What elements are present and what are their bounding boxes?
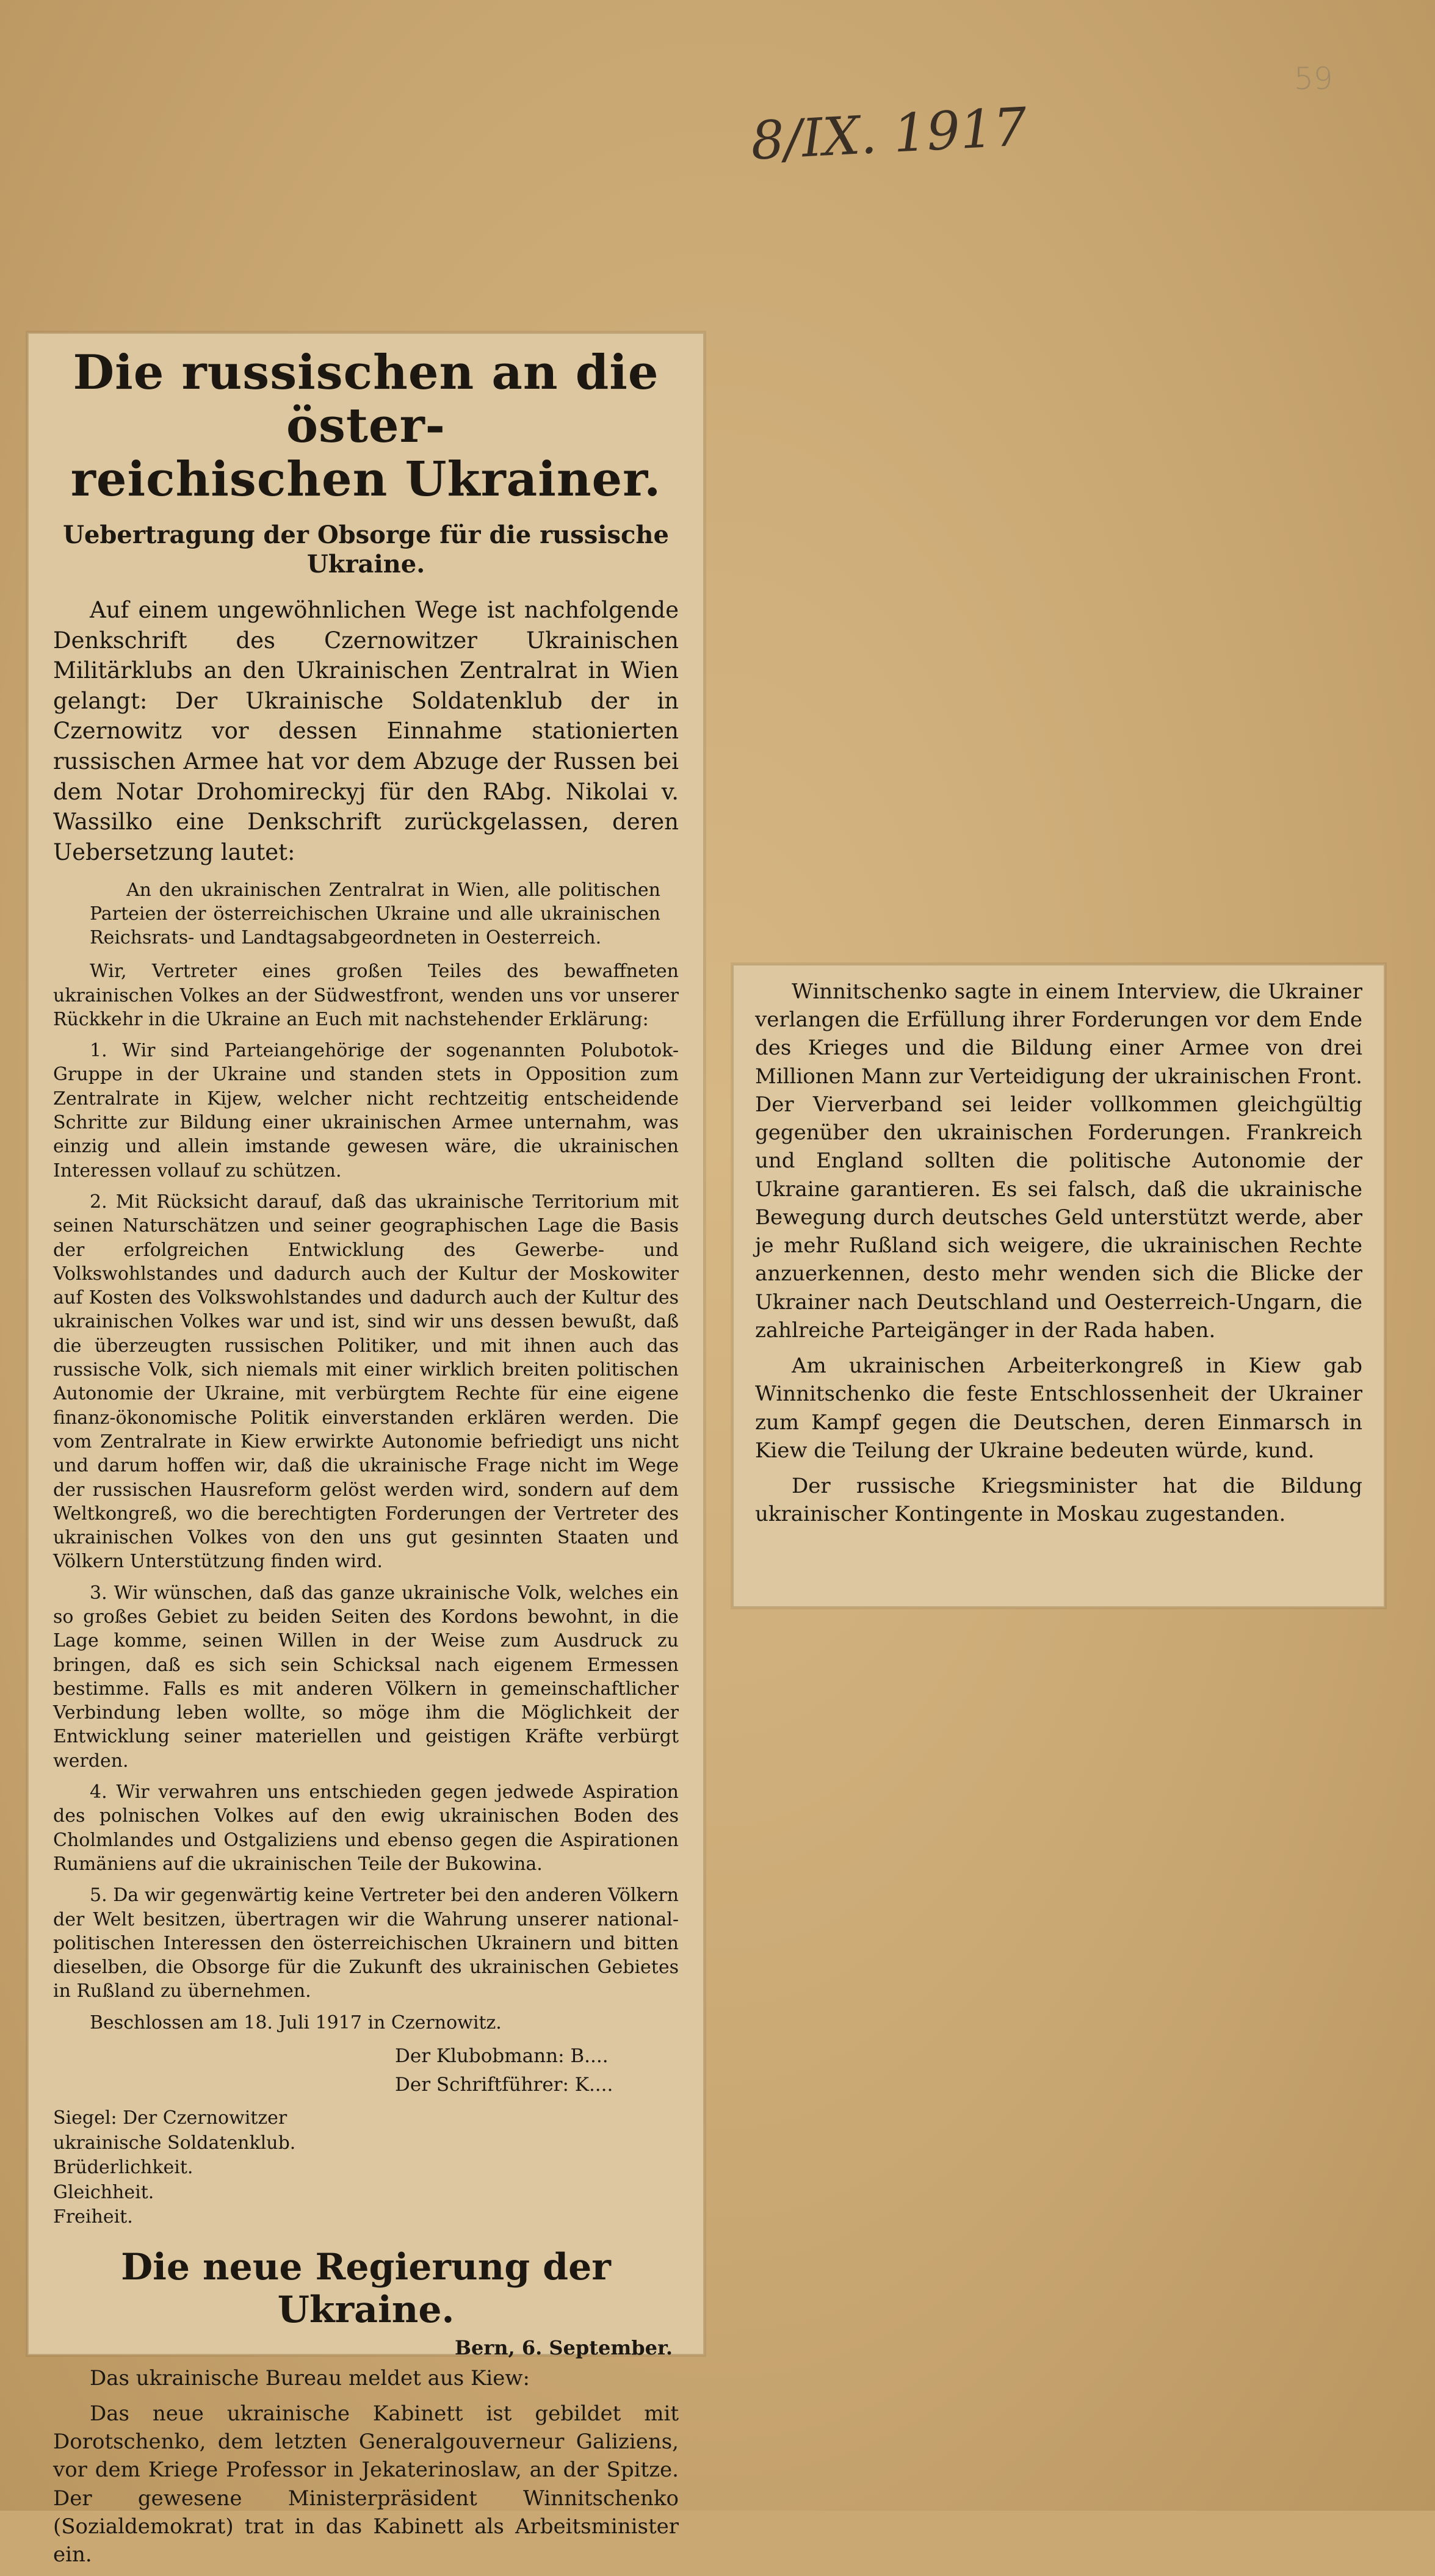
archive-number: 59 bbox=[1294, 61, 1333, 96]
seal-block bbox=[53, 2106, 679, 2230]
article3-paragraph-3: Der russische Kriegsminister hat die Bildung ukrainischer Kontingente in Moskau zugestanden. bbox=[755, 1473, 1362, 1527]
article1-point-4: 4. Wir verwahren uns entschieden gegen jedwede Aspiration des polnischen Volkes auf den ewig ukrainischen Boden des Cholmlandes und Ostgaliziens und ebenso gegen die Aspirationen Rumäniens auf die ukrainischen Teile der Bukowina. bbox=[53, 1781, 679, 1875]
article1-closing: Beschlossen am 18. Juli 1917 in Czernowitz. bbox=[90, 2011, 502, 2033]
seal-line-5: Freiheit. bbox=[53, 2206, 133, 2228]
article1-address: An den ukrainischen Zentralrat in Wien, alle politischen Parteien der österreichischen Ukraine und alle ukrainischen Reichsrats- und Landtagsabgeordneten in Oesterreich. bbox=[90, 879, 660, 949]
clipping-right bbox=[732, 964, 1385, 1607]
handwritten-date: 8/IX. 1917 bbox=[749, 96, 1028, 172]
article1-point-3: 3. Wir wünschen, daß das ganze ukrainische Volk, welches ein so großes Gebiet zu beiden Seiten des Kordons bewohnt, in die Lage komme, seinen Willen in der Weise zum Ausdruck zu bringen, daß es sich sein Schicksal nach eigenem Ermessen bestimme. Falls es mit anderen Völkern in gemeinschaftlicher Verbindung leben wollte, so möge ihm die Möglichkeit der Entwicklung seiner materiellen und geistigen Kräfte verbürgt werden. bbox=[53, 1582, 679, 1772]
article1-intro: Auf einem ungewöhnlichen Wege ist nachfolgende Denkschrift des Czernowitzer Ukrainischen Militärklubs an den Ukrainischen Zentralrat in Wien gelangt: Der Ukrainische Soldatenklub der in Czernowitz vor dessen Einnahme stationierten russischen Armee hat vor dem Abzuge der Russen bei dem Notar Drohomireckyj für den RAbg. Nikolai v. Wassilko eine Denkschrift zurückgelassen, deren Uebersetzung lautet: bbox=[53, 597, 679, 865]
seal-line-3: Brüderlichkeit. bbox=[53, 2157, 193, 2179]
article1-point-5: 5. Da wir gegenwärtig keine Vertreter bei den anderen Völkern der Welt besitzen, übertragen wir die Wahrung unserer national-politischen Interessen den österreichischen Ukrainern und bitten dieselben, die Obsorge für die Zukunft des ukrainischen Gebietes in Rußland zu übernehmen. bbox=[53, 1885, 679, 2002]
article3-paragraph-1: Winnitschenko sagte in einem Interview, die Ukrainer verlangen die Erfüllung ihrer Forderungen vor dem Ende des Krieges und die Bildung einer Armee von drei Millionen Mann zur Verteidigung der ukrainischen Front. Der Vierverband sei leider vollkommen gleichgültig gegenüber den ukrainischen Forderungen. Frankreich und England sollten die politische Autonomie der Ukraine garantieren. Es sei falsch, daß die ukrainische Bewegung durch deutsches Geld unterstützt werde, aber je mehr Rußland sich weigere, die ukrainischen Rechte anzuerkennen, desto mehr wenden sich die Blicke der Ukrainer nach Deutschland und Oesterreich-Ungarn, die zahlreiche Parteigänger in der Rada haben. bbox=[755, 980, 1362, 1343]
signature-chairman: Der Klubobmann: B.... bbox=[395, 2045, 609, 2068]
article1-point-1: 1. Wir sind Parteiangehörige der sogenannten Polubotok-Gruppe in der Ukraine und standen stets in Opposition zum Zentralrate in Kijew, welcher nicht rechtzeitig entscheidende Schritte zur Bildung einer ukrainischen Armee unternahm, was einzig und allein imstande gewesen wäre, die ukrainischen Interessen vollauf zu schützen. bbox=[53, 1040, 679, 1182]
article1-declaration-intro: Wir, Vertreter eines großen Teiles des bewaffneten ukrainischen Volkes an der Südwestfront, wenden uns vor unserer Rückkehr in die Ukraine an Euch mit nachstehender Erklärung: bbox=[53, 961, 679, 1030]
article3-paragraph-2: Am ukrainischen Arbeiterkongreß in Kiew gab Winnitschenko die feste Entschlossenheit der Ukrainer zum Kampf gegen die Deutschen, deren Einmarsch in Kiew die Teilung der Ukraine bedeuten würde, kund. bbox=[755, 1354, 1362, 1463]
seal-line-4: Gleichheit. bbox=[53, 2181, 154, 2203]
article2-body: Das neue ukrainische Kabinett ist gebildet mit Dorotschenko, dem letzten Generalgouverneur Galiziens, vor dem Kriege Professor in Jekaterinoslaw, an der Spitze. Der gewesene Ministerpräsident Winnitschenko (Sozialdemokrat) trat in das Kabinett als Arbeitsminister ein. bbox=[53, 2401, 679, 2567]
clipping-left bbox=[27, 333, 704, 2567]
article2-headline: Die neue Regierung der Ukraine. bbox=[121, 2245, 611, 2331]
article2-dateline: Bern, 6. September. bbox=[455, 2336, 673, 2359]
seal-line-1: Siegel: Der Czernowitzer bbox=[53, 2107, 287, 2129]
headline-line2: reichischen Ukrainer. bbox=[70, 451, 662, 507]
article1-subheadline: Uebertragung der Obsorge für die russische Ukraine. bbox=[63, 521, 669, 579]
article1-headline bbox=[53, 346, 679, 506]
headline-line1: Die russischen an die öster- bbox=[73, 345, 659, 454]
article2-lead: Das ukrainische Bureau meldet aus Kiew: bbox=[90, 2365, 530, 2390]
article-winnitschenko bbox=[755, 978, 1362, 1535]
signature-secretary: Der Schriftführer: K.... bbox=[395, 2073, 613, 2096]
seal-line-2: ukrainische Soldatenklub. bbox=[53, 2132, 296, 2154]
article-russian-ukrainians bbox=[53, 346, 679, 2576]
article1-point-2: 2. Mit Rücksicht darauf, daß das ukrainische Territorium mit seinen Naturschätzen und seiner geographischen Lage die Basis der erfolgreichen Entwicklung des Gewerbe- und Volkswohlstandes und dadurch auch der Kultur der Moskowiter auf Kosten des Volkswohlstandes und dadurch auch der Kultur des ukrainischen Volkes war und ist, sind wir uns dessen bewußt, daß die überzeugten russischen Politiker, und mit ihnen auch das russische Volk, sich niemals mit einer wirklich breiten politischen Autonomie der Ukraine, mit verbürgtem Rechte für eine eigene finanz-ökonomische Politik einverstanden erklären werden. Die vom Zentralrate in Kiew erwirkte Autonomie befriedigt uns nicht und darum hoffen wir, daß die ukrainische Frage nicht im Wege der russischen Hausreform gelöst werden wird, sondern auf dem Weltkongreß, wo die berechtigten Forderungen der Vertreter des ukrainischen Volkes von den uns gut gesinnten Staaten und Völkern Unterstützung finden wird. bbox=[53, 1191, 679, 1573]
